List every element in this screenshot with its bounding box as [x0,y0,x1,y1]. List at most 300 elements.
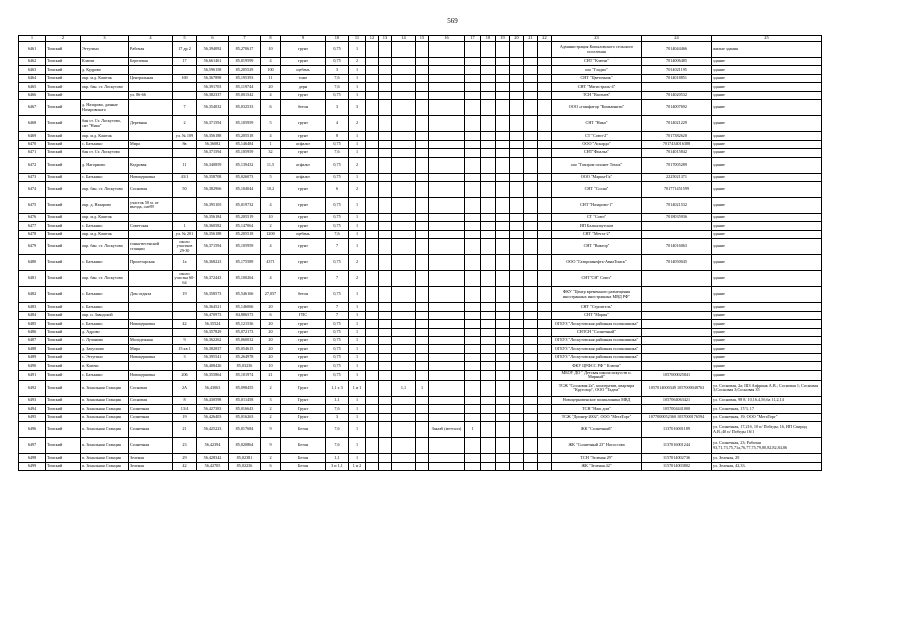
cell-empty [366,116,379,132]
cell-lon: 85,020864 [229,438,261,454]
cell-empty [524,213,538,221]
cell-b: 1 [349,328,366,336]
cell-district: Томский [46,181,81,197]
cell-empty [366,328,379,336]
cell-lon: 85,205519 [229,213,261,221]
cell-note: здание [712,239,822,255]
cell-street: Солнечная [129,422,173,438]
cell-inn [642,328,712,336]
cell-empty [481,83,496,91]
cell-empty [510,396,524,404]
column-number: 20 [510,36,524,42]
cell-lon: 85,098455 [229,380,261,396]
cell-lat: 56,430598 [197,396,229,404]
cell-note: здание [712,287,822,303]
cell-empty [379,462,392,470]
cell-org: Администрация Копыловского сельского поселения [552,42,642,58]
cell-type: асфальт [281,157,326,173]
cell-lat: 56,391703 [197,83,229,91]
cell-district: Томский [46,42,81,58]
cell-a: 7 [326,239,349,255]
cell-empty [524,438,538,454]
table-row [19,132,822,140]
cell-empty [538,181,552,197]
cell-org: СНТ "Мария" [552,311,642,319]
cell-house: 21 [173,422,197,438]
cell-empty [366,438,379,454]
cell-extra4 [465,287,481,303]
cell-empty [379,230,392,238]
cell-extra4 [465,222,481,230]
cell-settlement: с. Батькино [81,255,129,271]
cell-house: 8 [173,396,197,404]
column-number: 6 [197,36,229,42]
cell-street [129,213,173,221]
cell-inn: 7014007692 [642,100,712,116]
cell-empty [366,271,379,287]
cell-empty [496,362,510,370]
cell-empty [538,345,552,353]
cell-empty [481,58,496,66]
column-number: 1 [19,36,46,42]
cell-a: 0,75 [326,213,349,221]
cell-note: здание [712,303,822,311]
cell-street: Центральная [129,74,173,82]
cell-org: ТСН "Васенев" [552,91,642,99]
cell-extra3 [429,362,465,370]
cell-id: 6486 [19,328,46,336]
cell-lat: 56,357829 [197,328,229,336]
cell-note: ул. Сосновая, 2а; ШЗ Аэфринк А.В.; Сосновая 1; Сосновая 3;Сосновая 3;Сосновая 35 [712,380,822,396]
cell-empty [524,140,538,148]
cell-id: 6471 [19,149,46,157]
cell-settlement: д. Кудрово [81,66,129,74]
cell-empty [379,345,392,353]
cell-lat: 56,355864 [197,370,229,380]
cell-org: ОГБУЗ "Лоскутовская районная поликлиника" [552,353,642,361]
cell-empty [510,173,524,181]
cell-settlement: окр. м.д. Каштак [81,74,129,82]
cell-empty [538,353,552,361]
cell-extra1 [392,157,416,173]
cell-street: Мира [129,345,173,353]
cell-b: 1 и 2 [349,462,366,470]
cell-empty [538,255,552,271]
cell-empty [524,422,538,438]
cell-street: Сосновая [129,396,173,404]
cell-street: Новоцерковка [129,320,173,328]
cell-district: Томский [46,91,81,99]
cell-empty [496,454,510,462]
cell-empty [524,222,538,230]
cell-empty [510,370,524,380]
cell-extra2 [416,42,429,58]
cell-empty [524,83,538,91]
cell-empty [366,222,379,230]
cell-empty [496,380,510,396]
cell-empty [524,42,538,58]
cell-empty [481,255,496,271]
cell-extra2 [416,213,429,221]
cell-lat: 56,372443 [197,271,229,287]
cell-note: здание [712,222,822,230]
cell-type: грунт [281,320,326,328]
cell-note: здание [712,91,822,99]
cell-type: грунт [281,91,326,99]
cell-house: около участка 60-64 [174,270,195,286]
cell-org: МБОУ ДО " Детская школа искусств п. Мирный" [552,370,642,380]
cell-extra4 [465,116,481,132]
cell-house: 1 [173,222,197,230]
cell-empty [538,396,552,404]
cell-district: Томский [46,396,81,404]
cell-empty [481,337,496,345]
cell-vol: 9 [261,422,281,438]
cell-extra4 [465,66,481,74]
cell-b: 1 [349,83,366,91]
cell-empty [496,132,510,140]
cell-inn [642,337,712,345]
cell-empty [524,100,538,116]
cell-type: грунт [281,222,326,230]
cell-empty [510,91,524,99]
cell-empty [379,181,392,197]
cell-inn: 1137016001189 [642,422,712,438]
cell-type: щебень [281,66,326,74]
table-row [19,454,822,462]
cell-vol: 4371 [261,255,281,271]
table-row [19,287,822,303]
cell-lat: 56,340859 [197,157,229,173]
cell-empty [538,58,552,66]
cell-inn: 7014015842 [642,149,712,157]
cell-id: 6469 [19,132,46,140]
cell-settlement: п. Зональная Станция [81,396,129,404]
cell-empty [379,197,392,213]
cell-empty [379,157,392,173]
cell-lon: 84,886573 [229,311,261,319]
table-row [19,422,822,438]
cell-empty [481,132,496,140]
cell-type: грунт [281,239,326,255]
cell-empty [481,328,496,336]
cell-extra4 [465,353,481,361]
table-row [19,255,822,271]
cell-empty [510,100,524,116]
table-row [19,42,822,58]
cell-extra3 [429,42,465,58]
cell-a: 0,75 [326,370,349,380]
cell-empty [366,462,379,470]
cell-b: 1 [349,303,366,311]
cell-vol: 21 [261,370,281,380]
cell-lat: 56,358573 [197,287,229,303]
cell-extra2 [416,362,429,370]
cell-extra4 [465,337,481,345]
cell-street [129,271,173,287]
cell-b: 1 [349,74,366,82]
cell-empty [481,413,496,421]
cell-house: 17 [173,58,197,66]
cell-empty [379,149,392,157]
cell-lat: 56,427383 [197,405,229,413]
cell-empty [481,438,496,454]
cell-extra1 [392,83,416,91]
cell-extra3 [429,353,465,361]
cell-house: 42 [173,462,197,470]
cell-extra3 [429,74,465,82]
registry-table-sheet [18,35,822,471]
cell-vol: 20 [261,320,281,328]
cell-id: 6472 [19,157,46,173]
cell-note: здание [712,197,822,213]
cell-type: грунт [281,255,326,271]
cell-type: Грунт [281,380,326,396]
cell-street: ул. 86-66 [129,91,173,99]
cell-empty [524,287,538,303]
cell-empty [366,83,379,91]
cell-id: 6481 [19,271,46,287]
cell-org: СНТ "Назарово-1" [552,197,642,213]
table-row [19,380,822,396]
table-row [19,353,822,361]
cell-district: Томский [46,58,81,66]
cell-empty [496,462,510,470]
cell-note: здание [712,132,822,140]
cell-empty [510,83,524,91]
table-row [19,462,822,470]
cell-note: ул. Солнечная, 19; ООО "МегаТорг" [712,413,822,421]
cell-empty [538,271,552,287]
cell-extra3 [429,239,465,255]
cell-empty [510,255,524,271]
cell-extra4 [465,462,481,470]
cell-id: 6478 [19,230,46,238]
cell-empty [496,353,510,361]
cell-empty [538,337,552,345]
cell-empty [538,362,552,370]
cell-empty [481,320,496,328]
cell-type: грунт [281,197,326,213]
cell-empty [366,132,379,140]
cell-empty [510,116,524,132]
cell-district: Томский [46,140,81,148]
cell-extra2 [416,74,429,82]
cell-district: Томский [46,362,81,370]
cell-extra2 [416,370,429,380]
cell-extra3 [429,345,465,353]
cell-extra3 [429,380,465,396]
cell-empty [538,328,552,336]
cell-empty [481,140,496,148]
cell-empty [510,230,524,238]
cell-street [129,311,173,319]
table-row [19,181,822,197]
cell-extra4 [465,213,481,221]
cell-empty [510,132,524,140]
cell-extra3 [429,197,465,213]
cell-org: СНТ "Цветочник" [552,74,642,82]
cell-district: Томский [46,320,81,328]
cell-id: 6477 [19,222,46,230]
cell-id: 6479 [19,239,46,255]
cell-house [173,91,197,99]
cell-empty [538,320,552,328]
cell-empty [379,337,392,345]
cell-extra1 [392,438,416,454]
cell-type: щебень [281,230,326,238]
table-row [19,405,822,413]
table-row [19,345,822,353]
cell-district: Томский [46,303,81,311]
cell-empty [524,405,538,413]
cell-extra2 [416,222,429,230]
cell-id: 6482 [19,287,46,303]
cell-extra3 [429,303,465,311]
cell-inn: 1157014003802 [642,462,712,470]
cell-extra3: Заказ6 (метталл) [429,422,465,438]
cell-extra1 [392,66,416,74]
cell-extra4 [465,197,481,213]
table-row [19,311,822,319]
table-body [19,42,822,471]
cell-empty [524,58,538,66]
cell-empty [379,58,392,66]
cell-extra4 [465,74,481,82]
cell-house: около участков 29-30 [173,239,197,255]
cell-extra4 [465,362,481,370]
cell-org: СТ "Союз-2" [552,132,642,140]
cell-empty [379,353,392,361]
cell-org: ОГБУЗ "Лоскутовская районная поликлиника" [552,345,642,353]
cell-b: 1 [349,239,366,255]
cell-extra2 [416,462,429,470]
cell-note: здание [712,311,822,319]
cell-a: 3 [326,66,349,74]
cell-note: здание [712,337,822,345]
cell-a: 7 [326,303,349,311]
cell-empty [538,42,552,58]
cell-org: оао "Гладио" [552,66,642,74]
cell-org: СНТ "Мечта-2" [552,230,642,238]
cell-empty [481,230,496,238]
cell-empty [496,157,510,173]
cell-id: 6475 [19,197,46,213]
cell-empty [481,173,496,181]
cell-street: Новоцерковка [129,370,173,380]
cell-empty [379,422,392,438]
cell-b: 1 [349,370,366,380]
cell-id: 6484 [19,311,46,319]
cell-b: 1 [349,438,366,454]
cell-extra2 [416,140,429,148]
cell-district: Томский [46,370,81,380]
cell-extra1 [392,239,416,255]
cell-house: 15 кв 1 [173,345,197,353]
cell-type: Бетон [281,462,326,470]
cell-empty [379,132,392,140]
cell-vol: 4 [261,197,281,213]
cell-a: 0,75 [326,140,349,148]
cell-house: 43/1 [173,173,197,181]
cell-type: грунт [281,362,326,370]
cell-empty [379,328,392,336]
cell-empty [496,337,510,345]
cell-id: 6497 [19,438,46,454]
cell-empty [496,255,510,271]
table-row [19,173,822,181]
cell-empty [538,438,552,454]
cell-b: 1 [349,91,366,99]
column-number: 22 [538,36,552,42]
cell-note: здание [712,353,822,361]
cell-vol: 20 [261,303,281,311]
cell-empty [366,100,379,116]
cell-empty [481,197,496,213]
cell-settlement: п. Зональная Станция [81,405,129,413]
cell-lat: 56,661461 [197,58,229,66]
cell-empty [481,271,496,287]
cell-vol: 2 [261,222,281,230]
table-row [19,230,822,238]
cell-empty [510,462,524,470]
cell-empty [496,311,510,319]
cell-lat: 56,408426 [197,362,229,370]
column-number: 25 [712,36,822,42]
cell-empty [524,157,538,173]
cell-lat: 56,394092 [197,42,229,58]
cell-empty [481,370,496,380]
cell-inn: 7017382620 [642,132,712,140]
table-row [19,74,822,82]
column-number: 19 [496,36,510,42]
cell-vol: 20 [261,83,281,91]
column-number: 21 [524,36,538,42]
cell-type: грунт [281,271,326,287]
cell-extra1 [392,181,416,197]
cell-org: ИП Балкызаутсков [552,222,642,230]
cell-house: 3 [173,353,197,361]
cell-b: 1 [349,132,366,140]
cell-house: 206 [173,370,197,380]
cell-district: Томский [46,149,81,157]
cell-inn: 2225021371 [642,173,712,181]
cell-note: здание [712,173,822,181]
cell-empty [524,239,538,255]
cell-vol: 4 [261,132,281,140]
cell-lon: 85,205518 [229,230,261,238]
cell-id: 6489 [19,353,46,361]
cell-empty [481,362,496,370]
cell-extra2 [416,413,429,421]
cell-extra4 [465,271,481,287]
table-row [19,222,822,230]
cell-lon: 85,264978 [229,353,261,361]
cell-empty [379,239,392,255]
cell-empty [481,353,496,361]
cell-district: Томский [46,213,81,221]
table-row [19,91,822,99]
cell-inn: 7014006485 [642,58,712,66]
cell-extra2 [416,83,429,91]
cell-type: бетон [281,287,326,303]
cell-note: здание [712,370,822,380]
cell-extra1 [392,116,416,132]
cell-empty [366,173,379,181]
cell-empty [481,42,496,58]
cell-extra4 [465,370,481,380]
cell-empty [510,320,524,328]
